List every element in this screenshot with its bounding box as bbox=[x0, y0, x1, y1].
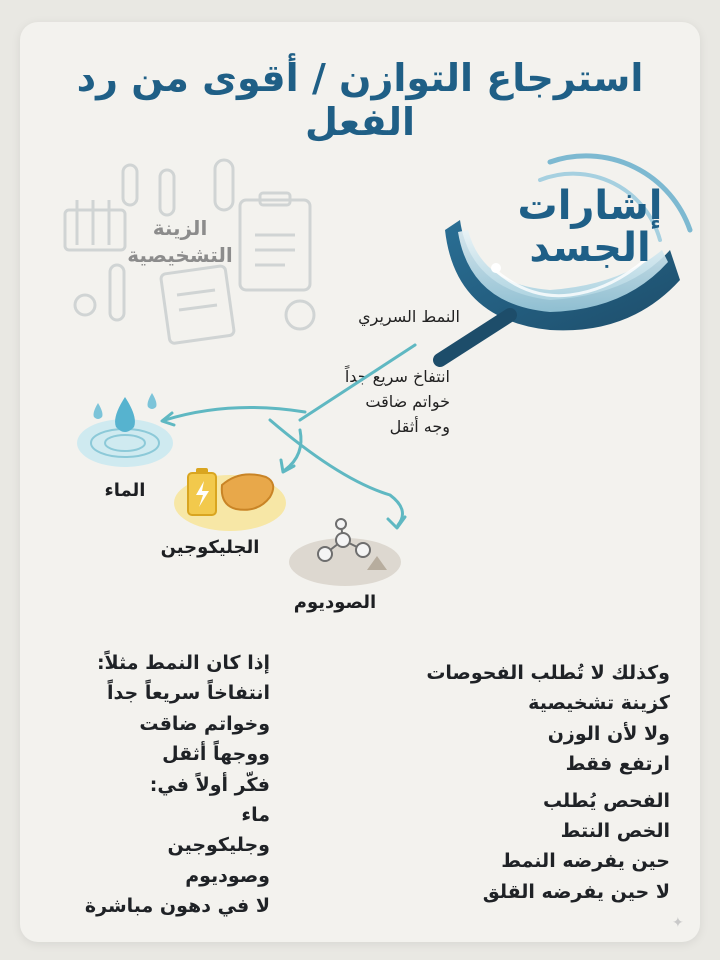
text-line: لا في دهون مباشرة bbox=[84, 895, 270, 918]
text-line: لا حين يفرضه القلق bbox=[482, 880, 670, 903]
text-line: ووجهاً أثقل bbox=[162, 743, 270, 766]
right-text-column bbox=[380, 658, 670, 907]
text-line: فكّر أولاً في: bbox=[149, 773, 270, 796]
pattern-note: انتفاخ سريع جداً bbox=[344, 367, 450, 386]
pattern-note: وجه أثقل bbox=[389, 416, 450, 436]
text-line: كزينة تشخيصية bbox=[528, 692, 670, 715]
magnifier-title-line1: إشارات bbox=[517, 183, 663, 229]
left-text-column bbox=[40, 648, 270, 922]
page-title: استرجاع التوازن / أقوى من رد الفعل bbox=[76, 56, 644, 144]
pattern-notes bbox=[270, 365, 450, 439]
text-line: ماء bbox=[241, 803, 270, 826]
text-line: ولا لأن الوزن bbox=[547, 722, 670, 745]
text-line: ارتفع فقط bbox=[565, 753, 670, 776]
text-line: الفحص يُطلب bbox=[542, 789, 670, 812]
node-label-water: الماء bbox=[104, 480, 146, 501]
faded-illustration-label bbox=[100, 215, 260, 269]
text-line: حين يفرضه النمط bbox=[501, 850, 670, 873]
node-label-sodium: الصوديوم bbox=[293, 592, 377, 613]
faded-label-line1: الزينة bbox=[152, 216, 208, 240]
salt-molecule-icon bbox=[285, 510, 405, 590]
magnifier-title bbox=[510, 185, 670, 269]
text-line: وصوديوم bbox=[185, 864, 270, 887]
faded-label-line2: التشخيصية bbox=[127, 243, 233, 267]
node-label-glycogen: الجليكوجين bbox=[160, 537, 260, 558]
battery-liver-icon bbox=[170, 455, 290, 535]
text-line: وخواتم ضاقت bbox=[139, 712, 270, 735]
pattern-note: خواتم ضاقت bbox=[365, 391, 450, 411]
text-line: الخص النتط bbox=[560, 819, 670, 842]
magnifier-title-line2: الجسد bbox=[529, 225, 651, 271]
text-line: وجليكوجين bbox=[167, 834, 270, 857]
clinical-pattern-label: النمط السريري bbox=[358, 307, 460, 326]
sparkle-icon: ✦ bbox=[672, 915, 684, 931]
text-line: إذا كان النمط مثلاً: bbox=[96, 652, 270, 674]
text-line: انتفاخاً سريعاً جداً bbox=[107, 682, 270, 705]
water-drops-icon bbox=[70, 385, 180, 475]
text-line: وكذلك لا تُطلب الفحوصات bbox=[426, 662, 670, 684]
